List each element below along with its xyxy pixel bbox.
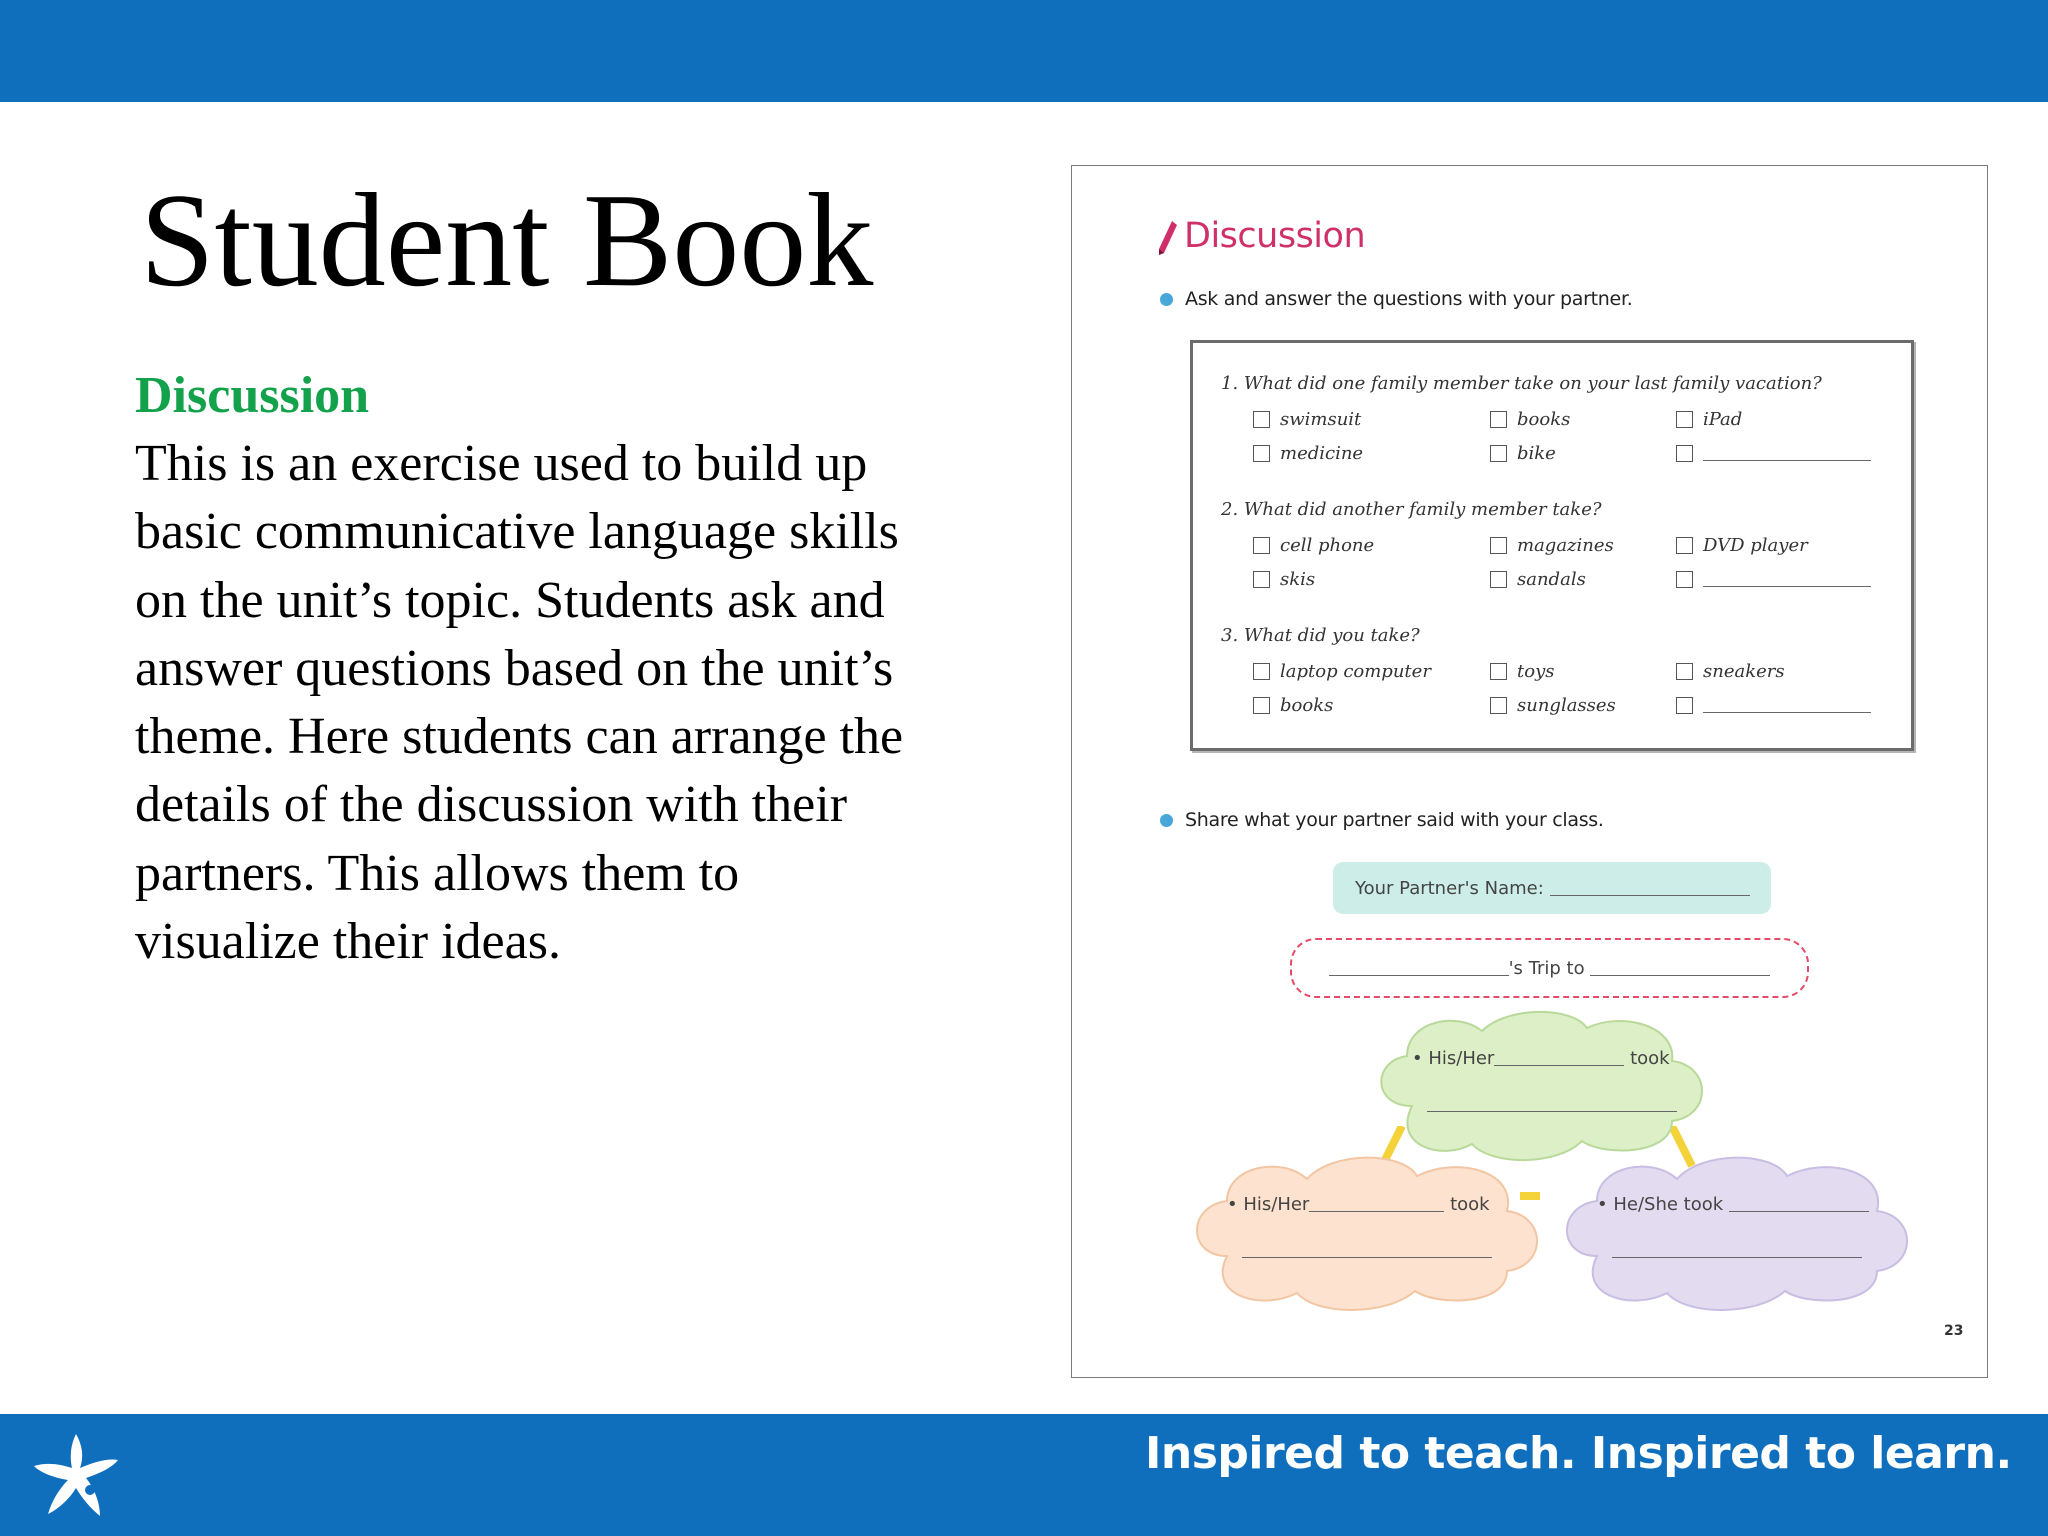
cloud-right-line2 [1612, 1240, 1862, 1261]
instruction-ask [1160, 288, 1632, 310]
option-checkbox[interactable] [1490, 695, 1616, 716]
checkbox-icon[interactable] [1676, 663, 1693, 680]
bullet-icon [1160, 814, 1173, 827]
option-label: cell phone [1280, 535, 1375, 556]
option-label: toys [1517, 661, 1555, 682]
option-checkbox[interactable] [1490, 569, 1586, 590]
body-line: partners. This allows them to [135, 844, 740, 902]
cloud-left-shape [1187, 1151, 1547, 1316]
option-checkbox[interactable] [1490, 661, 1554, 682]
option-blank[interactable] [1676, 695, 1871, 716]
question-3: 3. What did you take? [1221, 625, 1420, 646]
blank-line[interactable] [1703, 586, 1871, 587]
instruction-share-text: Share what your partner said with your class. [1185, 809, 1604, 831]
section-heading: Discussion [135, 367, 370, 424]
checkbox-icon[interactable] [1490, 571, 1507, 588]
instruction-share [1160, 809, 1604, 831]
partner-name-blank[interactable] [1550, 895, 1750, 896]
starfish-logo-icon [28, 1428, 122, 1522]
trip-destination-blank[interactable] [1590, 975, 1770, 976]
option-checkbox[interactable] [1490, 535, 1614, 556]
trip-name-blank[interactable] [1329, 975, 1509, 976]
option-checkbox[interactable] [1253, 443, 1363, 464]
partner-name-label: Your Partner's Name: [1355, 878, 1544, 899]
cloud-right-prefix: • He/She took [1597, 1194, 1724, 1215]
cloud-top-prefix: • His/Her [1412, 1048, 1495, 1069]
workbook-page [1071, 165, 1988, 1378]
option-checkbox[interactable] [1676, 661, 1785, 682]
checkbox-icon[interactable] [1253, 571, 1270, 588]
option-checkbox[interactable] [1253, 535, 1374, 556]
bullet-icon [1160, 293, 1173, 306]
option-checkbox[interactable] [1253, 409, 1361, 430]
option-label: skis [1280, 569, 1316, 590]
option-checkbox[interactable] [1490, 443, 1556, 464]
checkbox-icon[interactable] [1253, 411, 1270, 428]
option-label: magazines [1517, 535, 1614, 556]
cloud-top-suffix: took [1630, 1048, 1670, 1069]
blank-line[interactable] [1427, 1111, 1677, 1112]
checkbox-icon[interactable] [1253, 537, 1270, 554]
checkbox-icon[interactable] [1253, 697, 1270, 714]
cloud-left-suffix: took [1450, 1194, 1490, 1215]
question-1: 1. What did one family member take on your last family vacation? [1221, 373, 1822, 394]
option-checkbox[interactable] [1253, 661, 1431, 682]
blank-line[interactable] [1729, 1211, 1869, 1212]
trip-label: 's Trip to [1508, 958, 1585, 979]
option-label: books [1517, 409, 1571, 430]
trip-title-box [1290, 938, 1809, 998]
partner-name-box [1333, 862, 1771, 914]
option-blank[interactable] [1676, 443, 1871, 464]
checkbox-icon[interactable] [1490, 445, 1507, 462]
footer-tagline: Inspired to teach. Inspired to learn. [1145, 1428, 2012, 1479]
blank-line[interactable] [1494, 1065, 1624, 1066]
body-paragraph [135, 430, 995, 976]
page-number: 23 [1944, 1323, 1964, 1339]
option-label: swimsuit [1280, 409, 1362, 430]
cloud-left-text [1227, 1194, 1490, 1215]
cloud-right-text [1597, 1194, 1869, 1215]
option-label: sandals [1517, 569, 1586, 590]
option-checkbox[interactable] [1253, 695, 1333, 716]
cloud-left-prefix: • His/Her [1227, 1194, 1310, 1215]
option-label: sneakers [1703, 661, 1785, 682]
body-line: theme. Here students can arrange the [135, 708, 904, 766]
checkbox-icon[interactable] [1676, 537, 1693, 554]
checkbox-icon[interactable] [1490, 663, 1507, 680]
cloud-right-shape [1557, 1151, 1917, 1316]
checkbox-icon[interactable] [1676, 411, 1693, 428]
body-line: on the unit’s topic. Students ask and [135, 571, 885, 629]
checkbox-icon[interactable] [1676, 697, 1693, 714]
question-2: 2. What did another family member take? [1221, 499, 1602, 520]
option-label: books [1280, 695, 1334, 716]
option-label: sunglasses [1517, 695, 1616, 716]
top-banner [0, 0, 2048, 102]
checkbox-icon[interactable] [1490, 697, 1507, 714]
pencil-icon [1156, 219, 1178, 257]
body-line: This is an exercise used to build up [135, 435, 868, 492]
option-label: medicine [1280, 443, 1364, 464]
checkbox-icon[interactable] [1253, 663, 1270, 680]
slide-title: Student Book [140, 166, 874, 314]
option-label: DVD player [1703, 535, 1808, 556]
option-label: laptop computer [1280, 661, 1431, 682]
option-checkbox[interactable] [1676, 409, 1742, 430]
body-line: basic communicative language skills [135, 503, 899, 561]
option-blank[interactable] [1676, 569, 1871, 590]
option-checkbox[interactable] [1676, 535, 1808, 556]
blank-line[interactable] [1242, 1257, 1492, 1258]
checkbox-icon[interactable] [1490, 411, 1507, 428]
questions-box [1190, 340, 1914, 751]
workbook-discussion-title: Discussion [1184, 216, 1366, 256]
cloud-top-text [1412, 1048, 1670, 1069]
option-checkbox[interactable] [1253, 569, 1315, 590]
body-line: details of the discussion with their [135, 776, 848, 834]
cloud-top-line2 [1427, 1094, 1677, 1115]
checkbox-icon[interactable] [1253, 445, 1270, 462]
checkbox-icon[interactable] [1676, 445, 1693, 462]
option-label: iPad [1703, 409, 1743, 430]
body-line: visualize their ideas. [135, 913, 561, 971]
cloud-top-shape [1372, 1006, 1712, 1166]
footer-banner [0, 1414, 2048, 1536]
blank-line[interactable] [1703, 712, 1871, 713]
blank-line[interactable] [1703, 460, 1871, 461]
cloud-left-line2 [1242, 1240, 1492, 1261]
body-line: answer questions based on the unit’s [135, 639, 894, 697]
option-label: bike [1517, 443, 1556, 464]
checkbox-icon[interactable] [1676, 571, 1693, 588]
blank-line[interactable] [1309, 1211, 1444, 1212]
blank-line[interactable] [1612, 1257, 1862, 1258]
instruction-ask-text: Ask and answer the questions with your partner. [1185, 288, 1633, 310]
checkbox-icon[interactable] [1490, 537, 1507, 554]
option-checkbox[interactable] [1490, 409, 1570, 430]
